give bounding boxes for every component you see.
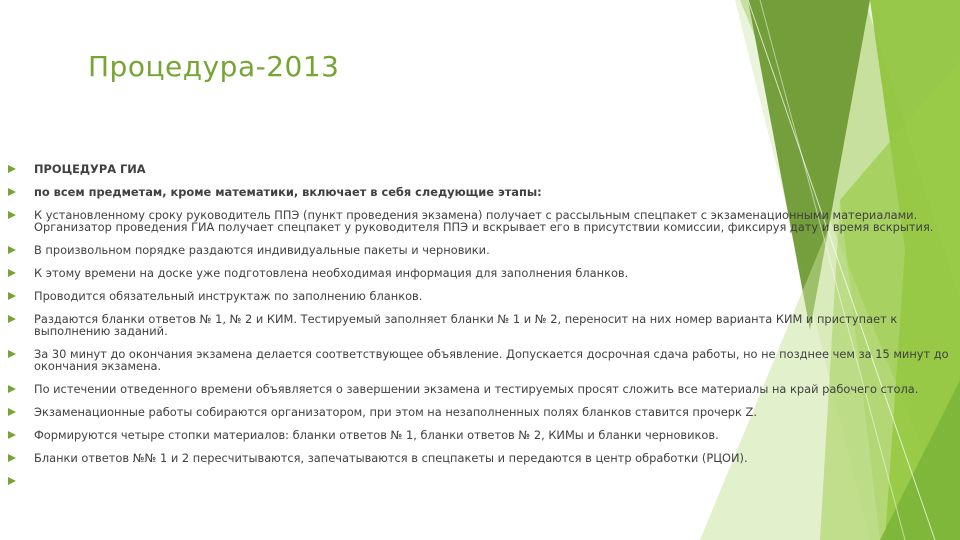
- bullet-text: К установленному сроку руководитель ППЭ (пункт проведения экзамена) получает с рассыльным спецпакет с экзаменационными материалами. Организатор проведения ГИА получает спецпакет у руководителя ППЭ и вскрывает его в присутствии комиссии, фиксируя дату и время вскрытия.: [34, 208, 934, 234]
- bullet-text: К этому времени на доске уже подготовлена необходимая информация для заполнения бланков.: [34, 266, 629, 280]
- triangle-right-icon: [8, 454, 16, 462]
- bullet-text: В произвольном порядке раздаются индивидуальные пакеты и черновики.: [34, 243, 490, 257]
- bullet-text: Бланки ответов №№ 1 и 2 пересчитываются, запечатываются в спецпакеты и передаются в центр обработки (РЦОИ).: [34, 451, 748, 465]
- bullet-item: [8, 163, 960, 175]
- triangle-right-icon: [8, 408, 16, 416]
- bullet-text: Раздаются бланки ответов № 1, № 2 и КИМ. Тестируемый заполняет бланки № 1 и № 2, переносит на них номер варианта КИМ и приступает к выполнению заданий.: [34, 312, 898, 338]
- bullet-text: Экзаменационные работы собираются организатором, при этом на незаполненных полях бланков ставится прочерк Z.: [34, 405, 757, 419]
- bullet-text: Проводится обязательный инструктаж по заполнению бланков.: [34, 289, 423, 303]
- bullet-item: [8, 383, 960, 395]
- triangle-right-icon: [8, 350, 16, 358]
- triangle-right-icon: [8, 165, 16, 173]
- bullet-item: [8, 313, 960, 337]
- bullet-item: [8, 348, 960, 372]
- bullet-text: По истечении отведенного времени объявляется о завершении экзамена и тестируемых просят сложить все материалы на край рабочего стола.: [34, 382, 919, 396]
- bullet-text: За 30 минут до окончания экзамена делается соответствующее объявление. Допускается досрочная сдача работы, но не позднее чем за 15 минут до окончания экзамена.: [34, 347, 949, 373]
- bullet-item: [8, 186, 960, 198]
- bullet-item-empty: [8, 475, 960, 487]
- bullet-text: по всем предметам, кроме математики, включает в себя следующие этапы:: [34, 185, 542, 199]
- bullet-item: [8, 290, 960, 302]
- triangle-right-icon: [8, 385, 16, 393]
- bullet-text: Формируются четыре стопки материалов: бланки ответов № 1, бланки ответов № 2, КИМы и бланки черновиков.: [34, 428, 719, 442]
- triangle-right-icon: [8, 188, 16, 196]
- triangle-right-icon: [8, 246, 16, 254]
- triangle-right-icon: [8, 211, 16, 219]
- triangle-right-icon: [8, 315, 16, 323]
- bullet-item: [8, 406, 960, 418]
- bullet-item: [8, 244, 960, 256]
- triangle-right-icon: [8, 431, 16, 439]
- triangle-right-icon: [8, 292, 16, 300]
- bullet-item: [8, 452, 960, 464]
- bullet-item: [8, 267, 960, 279]
- triangle-right-icon: [8, 269, 16, 277]
- slide-title: Процедура-2013: [88, 50, 340, 83]
- bullet-text: ПРОЦЕДУРА ГИА: [34, 162, 146, 176]
- bullet-list: [8, 163, 960, 498]
- triangle-right-icon: [8, 477, 16, 485]
- bullet-item: [8, 429, 960, 441]
- bullet-item: [8, 209, 960, 233]
